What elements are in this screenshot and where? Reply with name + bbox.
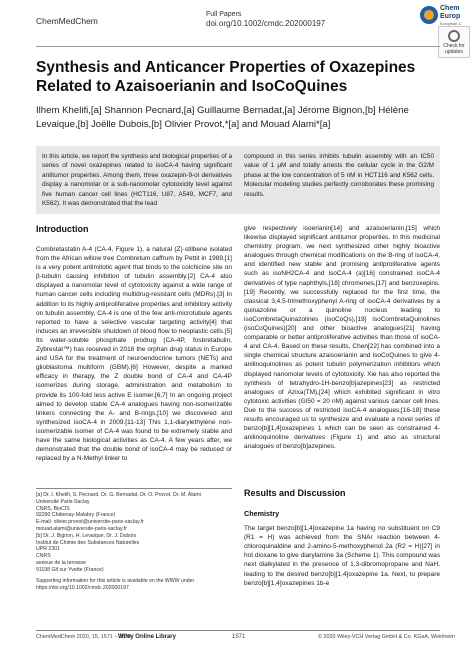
logo-text: Chem Europ <box>440 5 461 20</box>
introduction-continued: give respectively isoerianin[14] and azaisoerianin,[15] which likewise displayed significant antitumor properties. In this medicinal chemistry program, we next synthesized other highly bioactive analogues through chemical modifications on the B-ring of isoCA-4, and identified new stable and promising antiproliferative agents such as isoNH2CA-4 and isoCA-4 (a)[16] constrained isoCA-4 derivatives of type naphthyls,[18] chromenes,[17] and benzoxepins.[19] Recently, we successfully replaced for the first time, the classical 3,4,5-trimethoxyphenyl A-ring of isoCA-4 derivatives by a quinazoline or a quinoline nucleus leading to isoCombretaQuinazolines (isoCoQs),[19] isoCombretaQuinolines (isoCoQuines)[20] and other bioactive analogues[21] having comparable or better antiproliferative activities than those of isoCA-4 and CA-4. Based on these results, Chen[22] has combined into a single chemical structure azaisoerianin and isoCoQuines to give 4-anilinoquinolines as potent tubulin polymerization inhibitors which displayed nanomolar levels of cytotoxicity. Xie has also reported the synthesis of tetrahydro-1H-benzo[b]azepines[23] as restricted analogues of Azixa(TM),[24] which exhibited significant in vitro cytotoxic activities (GI50 = 20 nM) against various cancer cell lines. Due to the success of restricted isoCA-4 analogues,[16-18] these results encouraged us to synthesize and evaluate a novel series of benzo[b][1,4]oxazepines 1 which can be seen as constrained 4-anilinoquinoline derivatives (Figure 1) and also as structural analogues of benzo[b]azepines. <box>244 225 440 451</box>
right-column-text <box>244 224 440 451</box>
journal-name: ChemMedChem <box>36 16 98 26</box>
abstract-box <box>36 146 440 214</box>
logo-subtext: European C <box>440 21 462 26</box>
author-list: Ilhem Khelifi,[a] Shannon Pecnard,[a] Guillaume Bernadat,[a] Jérome Bignon,[b] Hélène Levaique,[b] Joëlle Dubois,[b] Olivier Provot,*[a] and Mouad Alami*[a] <box>36 105 409 130</box>
abstract-right-column: compound in this series inhibits tubulin assembly with an IC50 value of 1 μM and totally arrests the cellular cycle in the G2/M phase at the low concentration of 5 nM in HCT116 and K562 cells. Molecular modeling studies perfectly corroborates these promising results. <box>244 153 434 198</box>
check-for-updates-label: Check for updates <box>443 43 465 55</box>
refresh-icon <box>448 30 460 42</box>
affiliations: [a] Dr. I. Khelifi, S. Pecnard, Dr. G. Bernadat, Dr. O. Provot, Dr. M. Alami Université Paris-Saclay CNRS, BioCIS 92290 Châtenay-Malabry (France) E-mail: olivier.provot@universite-paris-saclay.fr mouad.alami@universite-paris-saclay.fr [b] Dr. J. Bignon, H. Levaique, Dr. J. Dubois Institut de Chimie des Substances Naturelles UPR 2301 CNRS avenue de la terrasse 91198 Gif sur Yvette (France) <box>36 492 201 573</box>
footer-publisher-link[interactable]: Wiley Online Library <box>118 634 176 640</box>
chemistry-subheading: Chemistry <box>244 509 280 518</box>
header-divider <box>36 46 440 47</box>
introduction-heading: Introduction <box>36 224 89 234</box>
page-number: 1571 <box>232 634 246 640</box>
affiliation-divider <box>36 488 232 489</box>
results-text: The target benzo[b][1,4]oxazepine 1a having no substituent on C9 (R1 = H) was achieved from the SNAr reaction between 4-chloroquinaldine and 2-amino-5-methoxyphenol 2a (R2 = H)[27] in hot dioxane to give diarylamine 3a (Scheme 1). This compound was next dialkylated in the presence of 1,3-dibromopropane and NaH, leading to the desired benzo[b][1,4]oxazepine 1a. Next, to prepare benzo[b][1,4]oxazepines 1b-e <box>244 525 440 587</box>
doi-link[interactable]: doi.org/10.1002/cmdc.202000197 <box>206 19 326 28</box>
article-header-meta <box>206 10 325 28</box>
article-title: Synthesis and Anticancer Properties of Oxazepines Related to Azaisoerianin and IsoCoQuines <box>36 59 416 95</box>
check-for-updates-button[interactable] <box>438 26 470 58</box>
introduction-text: Combretastatin A-4 (CA-4, Figure 1), a natural (Z)-stilbene isolated from the African willow tree Combretum caffrum by Pettit in 1989,[1] is a very potent antimitotic agent that binds to the colchicine site on β-tubulin causing inhibition of tubulin assembly.[2] CA-4 also displayed a nanomolar level of cytotoxicity against a wide range of human cancer cells including multidrug-resistant cells (MDRs).[3] In addition to its highly antiproliferative properties and inhibitory activity on tubulin assembly, CA-4 is one of the few anti-microtubule agents reported to have a selective vascular targeting activity[4] that induces an irreversible shutdown of blood flow to neoplastic cells.[5] Its water-soluble phosphate prodrug (CA-4P, fosbretabulin, Zybrestat™) has received in 2016 the orphan drug status in Europe and USA for the treatment of neuroendocrine tumors (NETs) and glioblastoma multiform (GBM).[6] However, despite a marked efficacy in therapy, the Z double bond of CA-4 and CA-4P isomerizes during storage, administration and metabolism to provide its 100-fold less active E isomer.[6,7] In an ongoing project aimed to develop stable CA-4 analogues having non-isomerizable linkers connecting the A- and B-rings,[10] we discovered and synthesized isoCA-4 in 2009.[11-13] This 1,1-diarylethylene non-isomerizable isomer of CA-4 was found to be extremely stable and have the same biological activities as CA-4. A few years after, we demonstrated that the double bond of isoCA-4 may be reduced or replaced by a N-Methyl linker to <box>36 246 232 463</box>
footer-copyright: © 2020 Wiley-VCH Verlag GmbH & Co. KGaA, Weinheim <box>318 634 455 640</box>
abstract-left-column: In this article, we report the synthesis and biological properties of a series of novel oxazepines related to isoCA-4 having significant antitumor properties. Among them, three oxazepin-9-ol derivatives display a nanomolar or a sub-nanomolar cytotoxicity level against five human cancer cell lines (HCT116, U87, A549, MCF7, and K562). It was demonstrated that the lead <box>42 153 232 208</box>
footer-citation: ChemMedChem 2020, 15, 1571 – 1578 <box>36 634 131 640</box>
introduction-section <box>36 224 232 463</box>
article-type: Full Papers <box>206 11 242 18</box>
results-heading: Results and Discussion <box>244 488 346 498</box>
supporting-information-note[interactable]: Supporting information for this article is available on the WWW under https://doi.org/10.1002/cmdc.202000197 <box>36 578 195 591</box>
logo-icon <box>420 6 438 24</box>
footer-divider <box>36 630 440 631</box>
results-section <box>244 488 440 588</box>
